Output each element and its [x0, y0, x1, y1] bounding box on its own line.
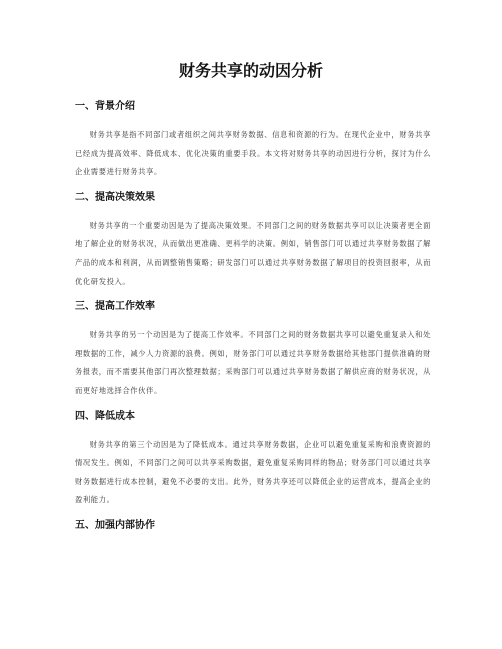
section-heading: 五、加强内部协作 [75, 519, 155, 531]
section-paragraph: 财务共享的另一个动因是为了提高工作效率。不同部门之间的财务数据共享可以避免重复录入和处理数据的工作，减少人力资源的浪费。例如，财务部门可以通过共享财务数据给其他部门提供准确的财务报表，而不需要其他部门再次整理数据；采购部门可以通过共享财务数据了解供应商的财务状况，从而更好地选择合作伙伴。 [75, 330, 431, 395]
section-heading: 三、提高工作效率 [75, 301, 155, 313]
section-background [75, 100, 431, 182]
section-collaboration [75, 519, 431, 533]
section-cost [75, 410, 431, 510]
section-decision [75, 191, 431, 291]
document-title: 财务共享的动因分析 [178, 61, 323, 80]
section-paragraph: 财务共享的一个重要动因是为了提高决策效果。不同部门之间的财务数据共享可以让决策者更全面地了解企业的财务状况，从而做出更准确、更科学的决策。例如，销售部门可以通过共享财务数据了解产品的成本和利润，从而调整销售策略；研发部门可以通过共享财务数据了解项目的投资回报率，从而优化研发投入。 [75, 220, 431, 286]
section-heading: 一、背景介绍 [75, 101, 135, 112]
section-paragraph: 财务共享是指不同部门或者组织之间共享财务数据、信息和资源的行为。在现代企业中，财务共享已经成为提高效率、降低成本、优化决策的重要手段。本文将对财务共享的动因进行分析，探讨为什么企业需要进行财务共享。 [75, 130, 431, 177]
section-heading: 二、提高决策效果 [75, 191, 155, 203]
section-efficiency [75, 300, 431, 400]
document-body [75, 100, 431, 545]
section-paragraph: 财务共享的第三个动因是为了降低成本。通过共享财务数据，企业可以避免重复采购和浪费资源的情况发生。例如，不同部门之间可以共享采购数据，避免重复采购同样的物品；财务部门可以通过共享财务数据进行成本控制，避免不必要的支出。此外，财务共享还可以降低企业的运营成本，提高企业的盈利能力。 [75, 439, 431, 505]
section-heading: 四、降低成本 [75, 410, 135, 422]
